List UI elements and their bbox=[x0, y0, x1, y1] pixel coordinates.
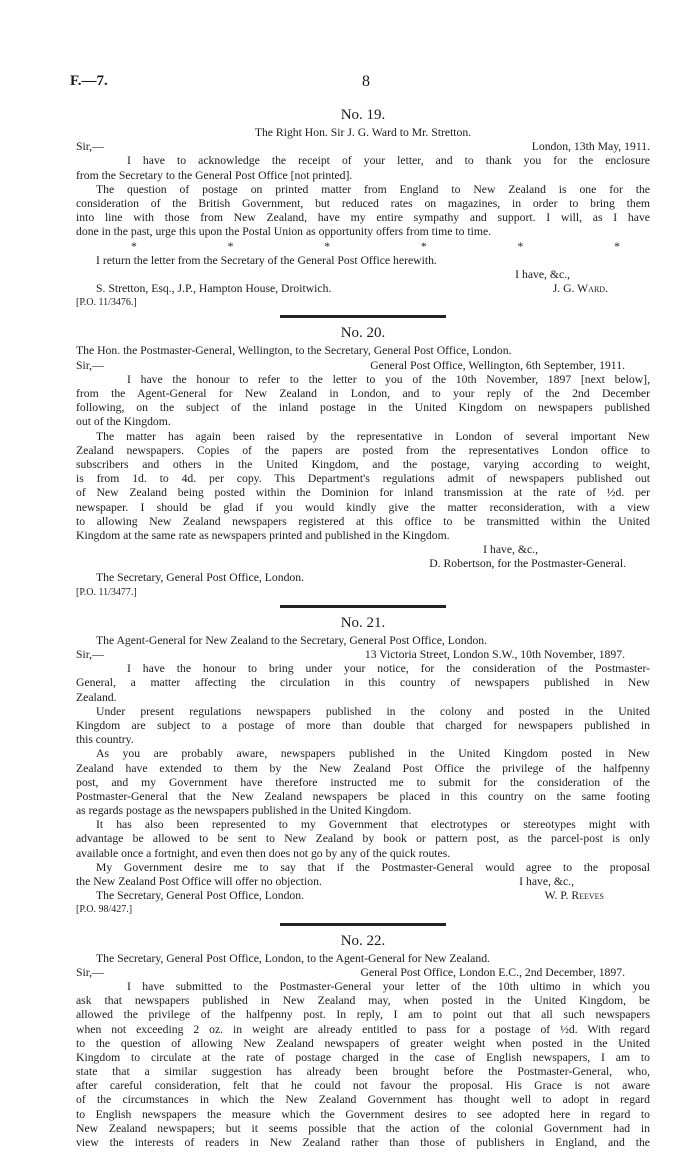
closing-line bbox=[76, 875, 650, 889]
letter-heading: The Agent-General for New Zealand to the Secretary, General Post Office, London. bbox=[96, 633, 488, 647]
body-line: My Government desire me to say that if the Postmaster-General would agree to the proposal bbox=[96, 860, 650, 874]
addressee: The Secretary, General Post Office, London. bbox=[96, 889, 305, 903]
closing: I have, &c., bbox=[483, 543, 538, 557]
closing: I have, &c., bbox=[519, 875, 574, 888]
body-line: is from 1d. to 4d. per copy. This Department's regulations admit of newspapers published out bbox=[76, 472, 650, 486]
body-line: New Zealand newspapers; but it seems possible that the action of the colonial Government had in bbox=[76, 1121, 650, 1135]
body-line: The matter has again been raised by the representative in London of several important New bbox=[96, 429, 650, 443]
body-line: I have submitted to the Postmaster-General your letter of the 10th ultimo in which you bbox=[127, 979, 650, 993]
body-line: The question of postage on printed matter from England to New Zealand is one for the bbox=[96, 182, 650, 196]
body-line: I have the honour to bring under your notice, for the consideration of the Postmaster- bbox=[127, 662, 650, 676]
body-line: out of the Kingdom. bbox=[76, 415, 171, 429]
signature: W. P. Reeves bbox=[544, 889, 604, 903]
star: * bbox=[324, 239, 331, 253]
document-code: F.—7. bbox=[70, 73, 108, 89]
body-line: allowed the privilege of the halfpenny post. In reply, I am to point out that all such newspapers bbox=[76, 1008, 650, 1022]
page-header bbox=[70, 73, 650, 95]
reference: [P.O. 11/3476.] bbox=[76, 297, 137, 309]
body-line: Zealand. bbox=[76, 690, 117, 704]
letter-number: No. 20. bbox=[340, 325, 386, 342]
place-date: 13 Victoria Street, London S.W., 10th November, 1897. bbox=[364, 648, 625, 661]
salutation-line bbox=[76, 648, 650, 662]
body-line: Kingdom are subject to a postage of more than double that charged for newspapers published in bbox=[76, 718, 650, 732]
salutation: Sir,— bbox=[76, 965, 104, 979]
body-line: as regards postage as the newspapers published in the United Kingdom. bbox=[76, 804, 412, 818]
body-line: ask that newspapers published in New Zealand may, when posted in the United Kingdom, be bbox=[76, 994, 650, 1008]
signature: J. G. Ward. bbox=[552, 282, 608, 296]
body-line: I return the letter from the Secretary of the General Post Office herewith. bbox=[96, 253, 437, 267]
body-line: newspaper. I should be glad if you would kindly give the matter reconsideration, with a view bbox=[76, 500, 650, 514]
divider-rule bbox=[280, 315, 446, 318]
salutation: Sir,— bbox=[76, 140, 104, 154]
body-line: into line with those from New Zealand, have my entire sympathy and support. I will, as I have bbox=[76, 211, 650, 225]
salutation-line bbox=[76, 966, 650, 980]
body-line: available once a fortnight, and even then does not go by any of the quick routes. bbox=[76, 846, 451, 860]
salutation: Sir,— bbox=[76, 358, 104, 372]
place-date: London, 13th May, 1911. bbox=[531, 140, 650, 154]
letter-number: No. 22. bbox=[340, 932, 386, 949]
body-line: I have to acknowledge the receipt of your letter, and to thank you for the enclosure bbox=[127, 154, 650, 168]
body-line: of New Zealand being posted within the Dominion for inland transmission at the rate of ½d. per bbox=[76, 486, 650, 500]
addressee: S. Stretton, Esq., J.P., Hampton House, Droitwich. bbox=[96, 282, 332, 296]
body-line: after careful consideration, felt that he could not favour the proposal. His Grace is not aware bbox=[76, 1079, 650, 1093]
letter-heading: The Hon. the Postmaster-General, Wellington, to the Secretary, General Post Office, London. bbox=[76, 344, 512, 358]
salutation-line bbox=[76, 140, 650, 154]
letter-heading: The Right Hon. Sir J. G. Ward to Mr. Stretton. bbox=[254, 126, 472, 139]
body-line: to allowing New Zealand newspapers registered at this office to be transmitted within the United bbox=[76, 514, 650, 528]
addressee-line bbox=[76, 889, 650, 903]
addressee-line bbox=[76, 282, 650, 296]
body-line: I have the honour to refer to the letter to you of the 10th November, 1897 [next below], bbox=[127, 372, 650, 386]
place-date: General Post Office, London E.C., 2nd December, 1897. bbox=[360, 965, 625, 979]
body-line: Zealand newspapers. Copies of the papers are posted from the representatives London office to bbox=[76, 443, 650, 457]
letter-heading: The Secretary, General Post Office, London, to the Agent-General for New Zealand. bbox=[96, 951, 490, 965]
closing: I have, &c., bbox=[515, 267, 570, 281]
star: * bbox=[614, 239, 620, 253]
star: * bbox=[517, 239, 524, 253]
reference: [P.O. 98/427.] bbox=[76, 904, 133, 916]
body-line: done in the past, urge this upon the Postal Union as opportunity offers from time to time. bbox=[76, 225, 492, 239]
body-line: to the question of allowing New Zealand newspapers of greater weight when posted in the United bbox=[76, 1036, 650, 1050]
body-line: following, on the subject of the inland postage in the United Kingdom on newspapers published bbox=[76, 401, 650, 415]
body-line: when not exceeding 2 oz. in weight are already entitled to pass for a postage of ½d. With regard bbox=[76, 1022, 650, 1036]
signature: D. Robertson, for the Postmaster-General. bbox=[429, 557, 626, 571]
body-line: As you are probably aware, newspapers published in the United Kingdom posted in New bbox=[96, 747, 650, 761]
addressee: The Secretary, General Post Office, London. bbox=[96, 571, 305, 585]
body-line: subscribers and others in the United Kingdom, and the postage, varying according to weight, bbox=[76, 457, 650, 471]
body-line: this country. bbox=[76, 733, 134, 747]
body-line: consideration of the British Government, but reduced rates on magazines, in order to bring them bbox=[76, 196, 650, 210]
body-line: Zealand have extended to them by the New Zealand Post Office the privilege of the halfpenny bbox=[76, 761, 650, 775]
body-line: Kingdom at the same rate as newspapers printed and published in the Kingdom. bbox=[76, 528, 450, 542]
divider-rule bbox=[280, 605, 446, 608]
body-line: General, a matter affecting the circulation in this country of newspapers published in New bbox=[76, 676, 650, 690]
star: * bbox=[131, 239, 137, 253]
body-line: Under present regulations newspapers published in the colony and posted in the United bbox=[96, 704, 650, 718]
body-line: state that a similar suggestion has already been brought before the Postmaster-General, who, bbox=[76, 1065, 650, 1079]
body-line: It has also been represented to my Government that electrotypes or stereotypes might with bbox=[96, 818, 650, 832]
body-line: view the interests of readers in New Zealand rather than those of publishers in England, and the bbox=[76, 1136, 650, 1149]
body-line: the New Zealand Post Office will offer no objection. bbox=[76, 875, 322, 888]
document-body bbox=[76, 104, 650, 1150]
star: * bbox=[227, 239, 234, 253]
asterism bbox=[76, 240, 650, 254]
body-line: post, and my Government have therefore instructed me to submit for the consideration of the bbox=[76, 775, 650, 789]
body-line: Kingdom to circulate at the rate of postage charged in the case of English newspapers, I am to bbox=[76, 1050, 650, 1064]
divider-rule bbox=[280, 923, 446, 926]
page-number: 8 bbox=[362, 73, 370, 90]
reference: [P.O. 11/3477.] bbox=[76, 586, 137, 598]
body-line: to English newspapers the measure which the Government desires to see adopted here in regard to bbox=[76, 1107, 650, 1121]
body-line: of the circumstances in which the New Zealand Government has thought well to adopt in regard bbox=[76, 1093, 650, 1107]
body-line: advantage be allowed to be sent to New Zealand by book or pattern post, as the parcel-post is only bbox=[76, 832, 650, 846]
salutation: Sir,— bbox=[76, 648, 104, 661]
letter-number: No. 19. bbox=[340, 107, 386, 123]
body-line: Postmaster-General that the New Zealand newspapers be placed in this country on the same footing bbox=[76, 789, 650, 803]
place-date: General Post Office, Wellington, 6th September, 1911. bbox=[370, 358, 625, 372]
salutation-line bbox=[76, 359, 650, 373]
star: * bbox=[420, 239, 427, 253]
body-line: from the Secretary to the General Post Office [not printed]. bbox=[76, 168, 353, 182]
body-line: from the Agent-General for New Zealand in London, and to your reply of the 2nd December bbox=[76, 387, 650, 400]
letter-number: No. 21. bbox=[340, 614, 386, 631]
